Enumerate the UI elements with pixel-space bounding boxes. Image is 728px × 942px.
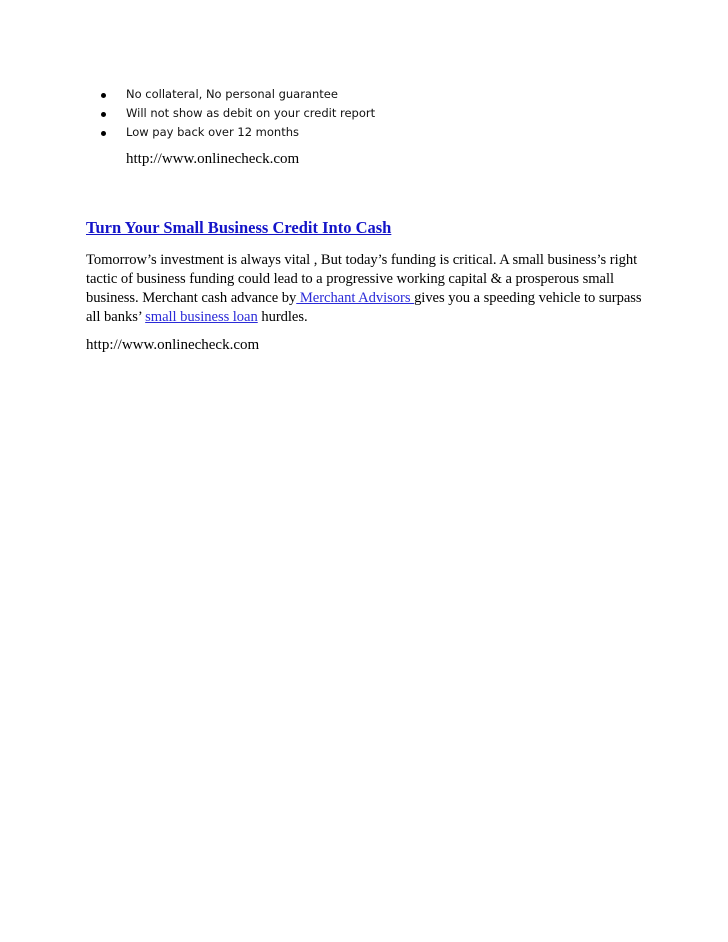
article-heading-link[interactable]: Turn Your Small Business Credit Into Cash [86, 218, 392, 237]
list-item [96, 104, 375, 123]
website-url-footer: http://www.onlinecheck.com [86, 337, 260, 353]
list-item-text: No collateral, No personal guarantee [126, 87, 338, 101]
bullet-icon [101, 112, 106, 117]
article-paragraph [86, 251, 651, 327]
paragraph-text: gives you a speeding vehicle to surpass all banks’ [86, 290, 642, 325]
bullet-icon [101, 131, 106, 136]
list-item-text: Will not show as debit on your credit report [126, 106, 376, 120]
list-item [96, 85, 375, 104]
list-item [96, 123, 375, 142]
website-url: http://www.onlinecheck.com [126, 151, 300, 167]
feature-list [96, 85, 375, 142]
merchant-advisors-link[interactable]: Merchant Advisors [296, 290, 415, 306]
small-business-loan-link[interactable]: small business loan [145, 309, 258, 325]
list-item-text: Low pay back over 12 months [126, 125, 299, 139]
paragraph-text: Tomorrow’s investment is always vital , But today’s funding is critical. A small business’s right tactic of business funding could lead to a progressive working capital & a prosperous small business. Merchant cash advance by [86, 252, 638, 306]
bullet-icon [101, 93, 106, 98]
paragraph-text: hurdles. [257, 309, 308, 325]
